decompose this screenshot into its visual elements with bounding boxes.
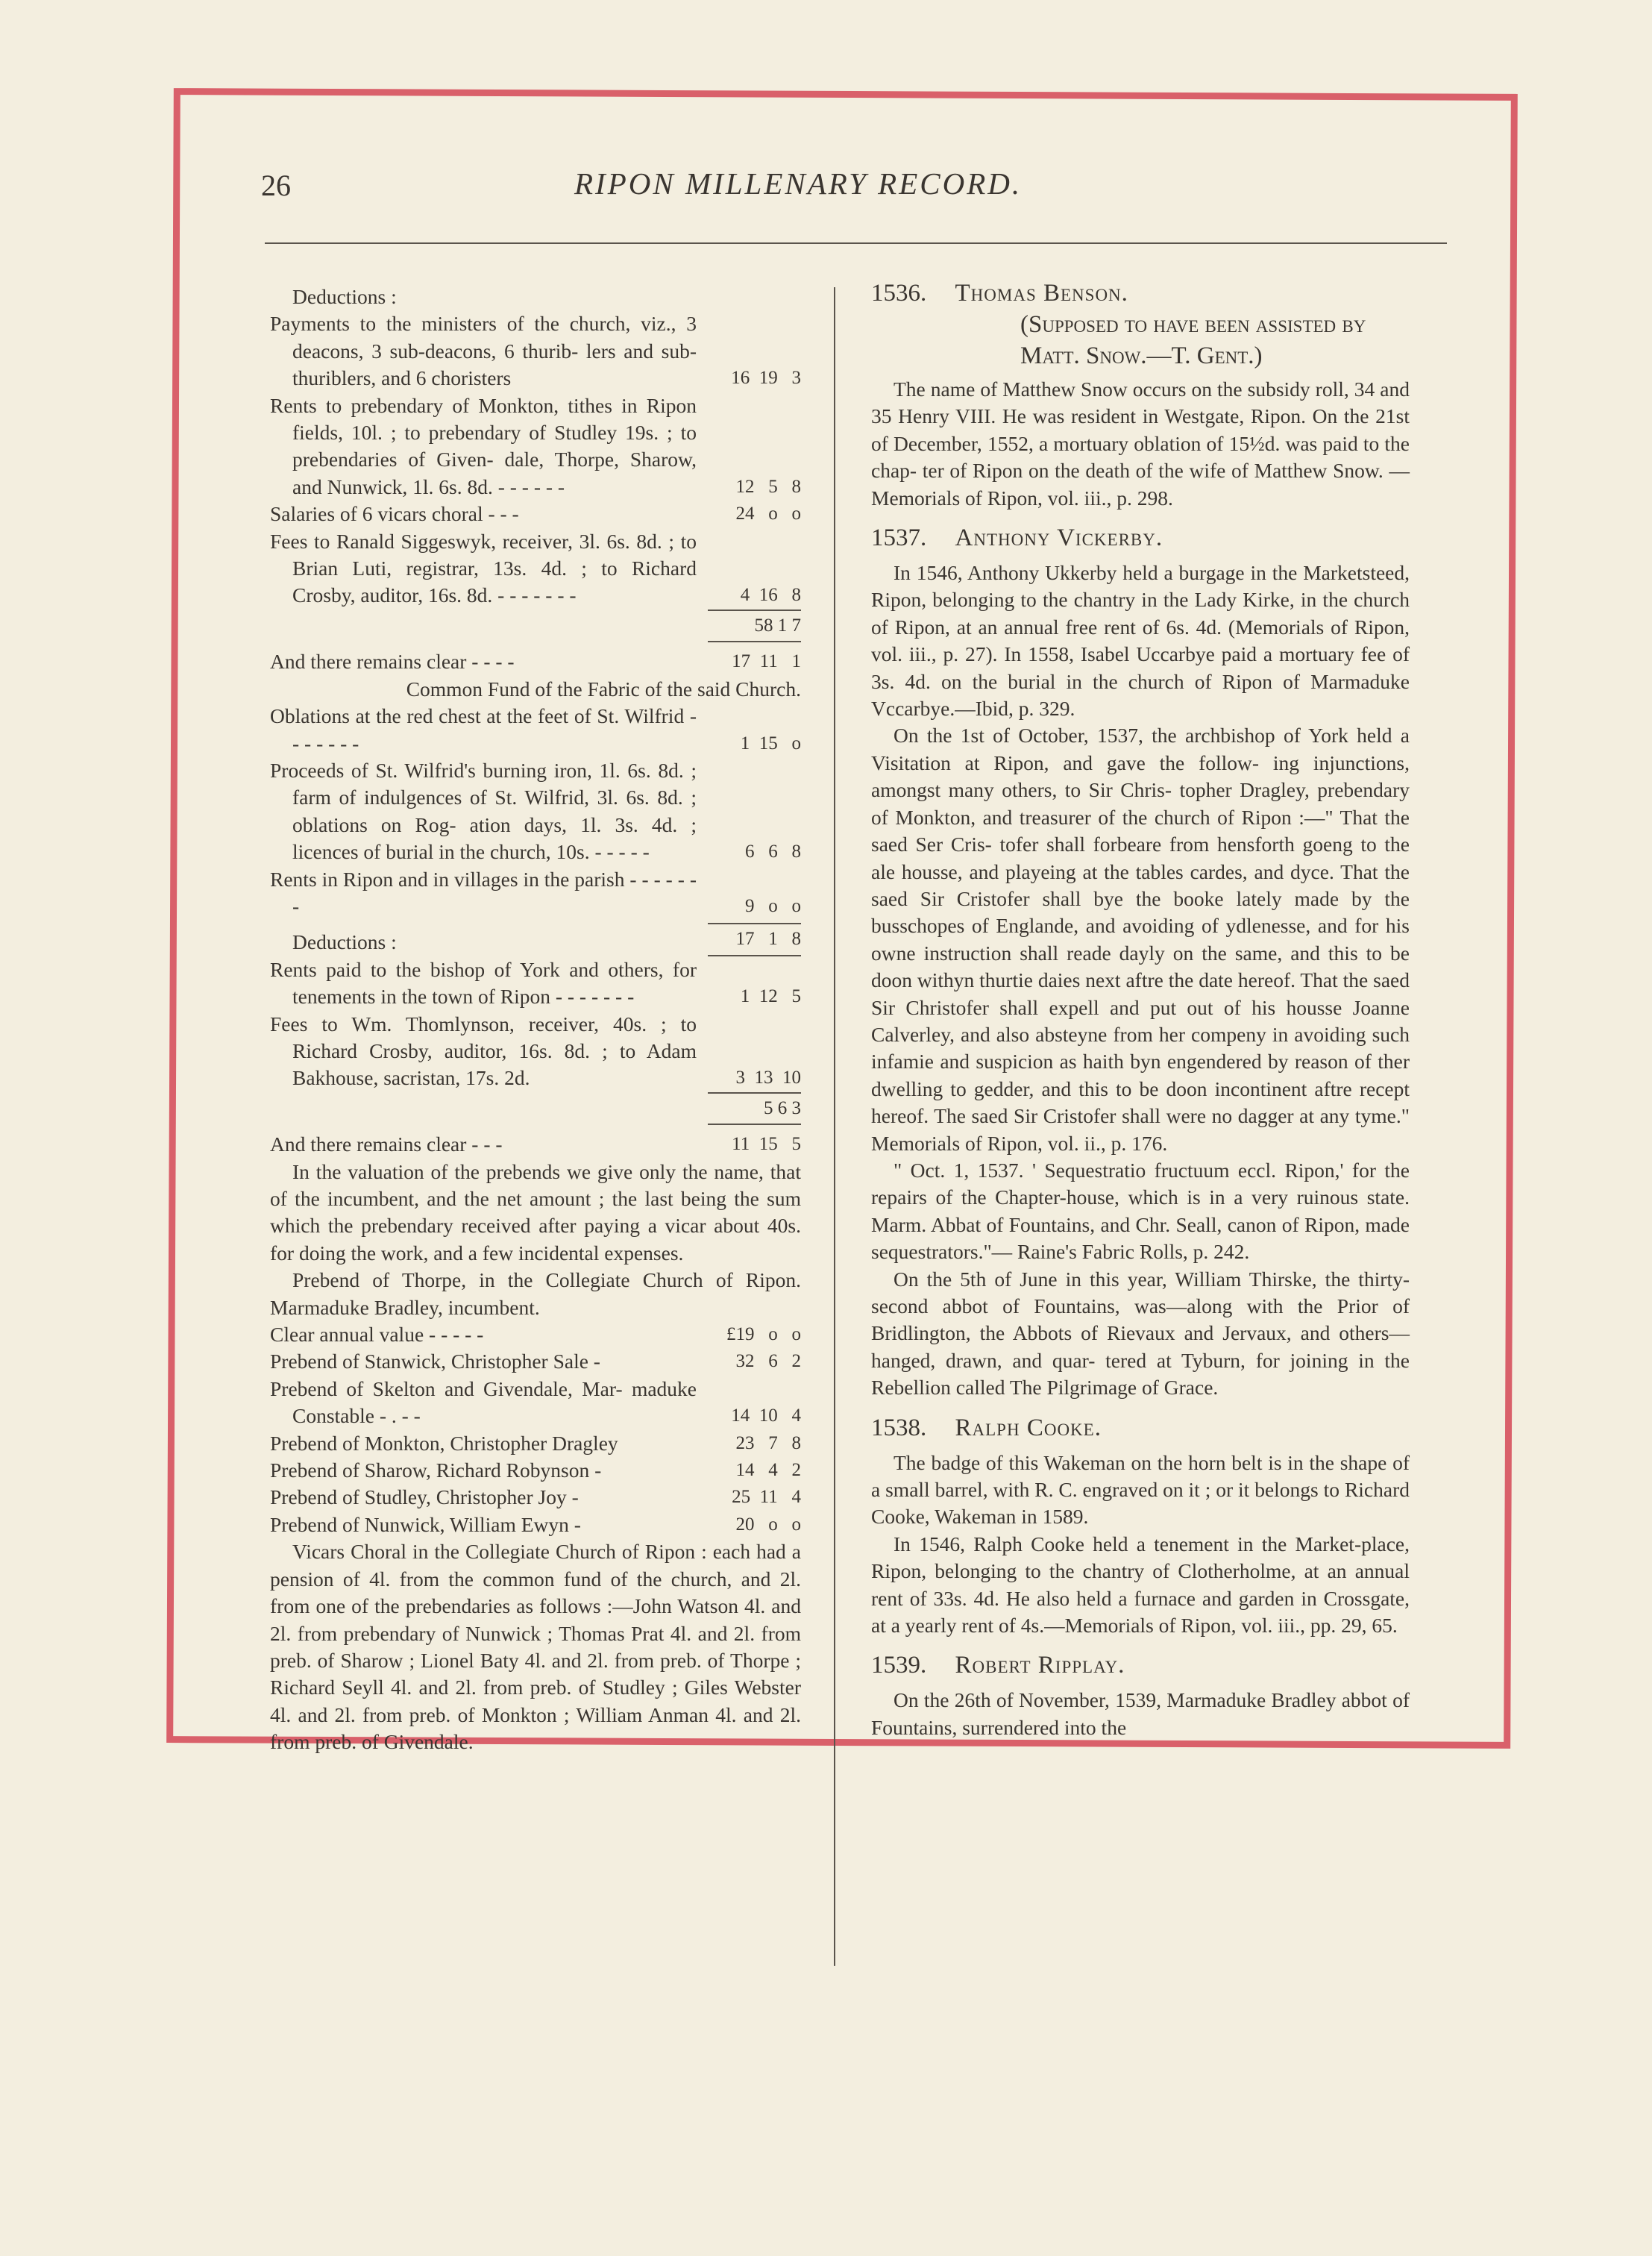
ledger-total-amount: 58 1 7 [708, 610, 801, 642]
prebend-row-text: Prebend of Stanwick, Christopher Sale - [270, 1350, 600, 1373]
prebend-row-amount: 14 10 4 [731, 1406, 801, 1426]
left-column [270, 283, 801, 1756]
prebend-row-amount: 20 o o [735, 1514, 801, 1535]
page-number: 26 [261, 169, 291, 202]
entry-heading-1539 [871, 1649, 1410, 1681]
prebend-row [270, 1484, 801, 1511]
ledger-row-amount: 12 5 8 [735, 476, 801, 497]
ledger-row-amount: 4 16 8 [740, 585, 801, 606]
ledger-row [270, 528, 801, 610]
clear-row-label: And there remains clear - - - [270, 1132, 503, 1156]
vicars-choral-paragraph: Vicars Choral in the Collegiate Church of Ripon : each had a pension of 4l. from the common fund of the church, and 2l. from one of the prebendaries as follows :—John Watson 4l. and 2l. from prebendary of Nunwick ; Thomas Prat 4l. and 2l. from preb. of Sharow ; Lionel Baty 4l. and 2l. from preb. of Thorpe ; Richard Seyll 4l. and 2l. from preb. of Studley ; Giles Webster 4l. and 2l. from preb. of Monkton ; William Anman 4l. and 2l. from preb. of Givendale. [270, 1540, 801, 1754]
entry-note: (Supposed to have been assisted by Matt. Snow.—T. Gent.) [1020, 311, 1366, 369]
entry-heading-1538 [871, 1412, 1410, 1444]
prebend-row-text: Prebend of Nunwick, William Ewyn - [270, 1512, 581, 1536]
prebend-row-amount: 14 4 2 [735, 1460, 801, 1481]
clear-row [270, 1131, 801, 1158]
ledger-row-text: Proceeds of St. Wilfrid's burning iron, 1l. 6s. 8d. ; farm of indulgences of St. Wilfrid, 3l. 6s. 8d. ; oblations on Rog- ation days, 1l. 3s. 4d. ; licences of burial in the church, 10s. - - - - - [270, 758, 697, 864]
ledger-row-amount: 6 6 8 [745, 842, 801, 862]
ledger-row-amount: 16 19 3 [731, 368, 801, 389]
right-column [871, 278, 1410, 1741]
ledger-row-amount: 1 15 o [740, 733, 801, 753]
deductions-subtotal-row [270, 923, 801, 956]
entry-year: 1539. [871, 1652, 927, 1679]
prebend-row-amount: 25 11 4 [732, 1487, 801, 1508]
column-rule [834, 287, 835, 1966]
wakeman-name: Anthony Vickerby. [955, 524, 1163, 552]
ledger-row [270, 1011, 801, 1092]
ledger-row [270, 866, 801, 921]
ledger-row-text: Rents paid to the bishop of York and others, for tenements in the town of Ripon - - - - - - - [270, 957, 697, 1009]
wakeman-name: Robert Ripplay. [955, 1652, 1125, 1679]
prebend-row [270, 1348, 801, 1375]
valuation-paragraph: In the valuation of the prebends we give only the name, that of the incumbent, and the net amount ; the last being the sum which the prebendary received after paying a vicar about 40s. for doing the work, and a few incidental expenses. [270, 1159, 801, 1265]
wakeman-name: Thomas Benson. [955, 280, 1128, 307]
entry-year: 1538. [871, 1414, 927, 1441]
deductions-heading: Deductions : [292, 285, 397, 308]
ledger-row [270, 392, 801, 501]
wakeman-name: Ralph Cooke. [955, 1414, 1102, 1441]
entry-heading-1537 [871, 522, 1410, 554]
entry-year: 1537. [871, 524, 927, 552]
prebend-row [270, 1321, 801, 1348]
prebend-row-text: Prebend of Studley, Christopher Joy - [270, 1485, 579, 1509]
prebend-row-text: Clear annual value - - - - - [270, 1323, 484, 1347]
ledger-row-amount: 1 12 5 [740, 986, 801, 1007]
entry-heading-1536 [871, 278, 1410, 309]
fabric-heading: Common Fund of the Fabric of the said Church. [406, 677, 801, 701]
entry-paragraph: In 1546, Ralph Cooke held a tenement in the Market-place, Ripon, belonging to the chantry of Clotherholme, at an annual rent of 33s. 4d. He also held a furnace and garden in Crossgate, at a yearly rent of 4s.—Memorials of Ripon, vol. iii., pp. 29, 65. [871, 1532, 1410, 1638]
prebend-row-amount: 32 6 2 [735, 1351, 801, 1372]
prebend-row [270, 1376, 801, 1430]
prebend-row-amount: 23 7 8 [735, 1432, 801, 1453]
ledger-row [270, 757, 801, 866]
header-rule [265, 242, 1447, 244]
ledger-row-amount: 3 13 10 [735, 1068, 801, 1088]
ledger-row-amount: 24 o o [735, 504, 801, 524]
subtotal-amount: 17 1 8 [708, 923, 801, 956]
prebend-row-text: Prebend of Sharow, Richard Robynson - [270, 1458, 602, 1482]
ledger-row-text: Rents to prebendary of Monkton, tithes in Ripon fields, 10l. ; to prebendary of Studley 19s. ; to prebendaries of Given- dale, Thorpe, Sharow, and Nunwick, 1l. 6s. 8d. - - - - - - [270, 393, 697, 498]
clear-row-label: And there remains clear - - - - [270, 650, 515, 674]
ledger-row [270, 956, 801, 1011]
thorpe-paragraph: Prebend of Thorpe, in the Collegiate Church of Ripon. Marmaduke Bradley, incumbent. [270, 1268, 801, 1319]
running-head: RIPON MILLENARY RECORD. [574, 166, 1023, 201]
ledger-row-text: Salaries of 6 vicars choral - - - [270, 502, 519, 526]
entry-paragraph: " Oct. 1, 1537. ' Sequestratio fructuum eccl. Ripon,' for the repairs of the Chapter-house, which is in a very ruinous state. Marm. Abbat of Fountains, and Chr. Seall, canon of Ripon, made sequestrators."— Raine's Fabric Rolls, p. 242. [871, 1158, 1410, 1264]
ledger-row-amount: 9 o o [745, 895, 801, 916]
prebend-row [270, 1511, 801, 1538]
clear-row-amount: 17 11 1 [732, 651, 801, 672]
ledger-row-text: Fees to Ranald Siggeswyk, receiver, 3l. 6s. 8d. ; to Brian Luti, registrar, 13s. 4d. ; to Richard Crosby, auditor, 16s. 8d. - - - - - - - [270, 529, 697, 607]
ledger-total [270, 1092, 801, 1125]
prebend-row [270, 1430, 801, 1457]
deductions-heading: Deductions : [292, 930, 397, 954]
ledger-row [270, 501, 801, 527]
clear-row [270, 648, 801, 675]
entry-paragraph: On the 5th of June in this year, William Thirske, the thirty-second abbot of Fountains, was—along with the Prior of Bridlington, the Abbots of Rievaux and Jervaux, and others—hanged, drawn, and quar- tered at Tyburn, for joining in the Rebellion called The Pilgrimage of Grace. [871, 1267, 1410, 1400]
ledger-row-text: Payments to the ministers of the church, viz., 3 deacons, 3 sub-deacons, 6 thurib- lers and sub-thuriblers, and 6 choristers [270, 312, 697, 390]
prebend-row-text: Prebend of Monkton, Christopher Dragley [270, 1431, 618, 1455]
ledger-total-amount: 5 6 3 [708, 1092, 801, 1125]
entry-paragraph: The badge of this Wakeman on the horn belt is in the shape of a small barrel, with R. C. engraved on it ; or it belongs to Richard Cooke, Wakeman in 1589. [871, 1450, 1410, 1529]
ledger-total [270, 610, 801, 642]
ledger-row-text: Fees to Wm. Thomlynson, receiver, 40s. ; to Richard Crosby, auditor, 16s. 8d. ; to Adam Bakhouse, sacristan, 17s. 2d. [270, 1012, 697, 1090]
prebend-row [270, 1457, 801, 1484]
entry-paragraph: The name of Matthew Snow occurs on the subsidy roll, 34 and 35 Henry VIII. He was resident in Westgate, Ripon. On the 21st of December, 1552, a mortuary oblation of 15½d. was paid to the chap- ter of Ripon on the death of the wife of Matthew Snow. —Memorials of Ripon, vol. iii., p. 298. [871, 377, 1410, 510]
entry-paragraph: On the 26th of November, 1539, Marmaduke Bradley abbot of Fountains, surrendered into the [871, 1688, 1410, 1739]
ledger-row-text: Oblations at the red chest at the feet of St. Wilfrid - - - - - - - [270, 704, 697, 755]
entry-paragraph: On the 1st of October, 1537, the archbishop of York held a Visitation at Ripon, and gave the follow- ing injunctions, amongst many others, to Sir Chris- topher Dragley, prebendary of Monkton, and treasurer of the church of Ripon :—" That the saed Ser Cris- tofer shall forbeare from hensforth goeng to the ale housse, and playeing at the tables cardes, and dyce. That the saed Sir Cristofer shall bye the booke lately made by the busschopes of Englande, and avoiding of ydlenesse, and for his owne instruction shall reade dayly on the same, and this to be doon withyn thurtie daies next aftre the date hereof. That the saed Sir Christofer shall expell and put out of his housse Joanne Calverley, and also absteyne from her compeny in avoiding such infamie and suspicion as haith byn engendered by reason of ther dwelling to gedder, and this to be doon incontinent aftre recept hereof. The saed Sir Cristofer shall were no dagger at any tyme." Memorials of Ripon, vol. ii., p. 176. [871, 724, 1410, 1155]
ledger-row [270, 310, 801, 392]
entry-paragraph: In 1546, Anthony Ukkerby held a burgage in the Marketsteed, Ripon, belonging to the chantry in the Lady Kirke, in the church of Ripon, at an annual free rent of 6s. 4d. (Memorials of Ripon, vol. iii., p. 27). In 1558, Isabel Uccarbye paid a mortuary fee of 3s. 4d. on the burial in the church of Ripon of Marmaduke Vccarbye.—Ibid, p. 329. [871, 561, 1410, 721]
ledger-row-text: Rents in Ripon and in villages in the parish - - - - - - - [270, 867, 697, 918]
clear-row-amount: 11 15 5 [732, 1134, 801, 1155]
ledger-row [270, 703, 801, 757]
prebend-row-amount: £19 o o [726, 1324, 801, 1345]
entry-year: 1536. [871, 280, 927, 307]
prebend-row-text: Prebend of Skelton and Givendale, Mar- maduke Constable - . - - [270, 1376, 697, 1428]
